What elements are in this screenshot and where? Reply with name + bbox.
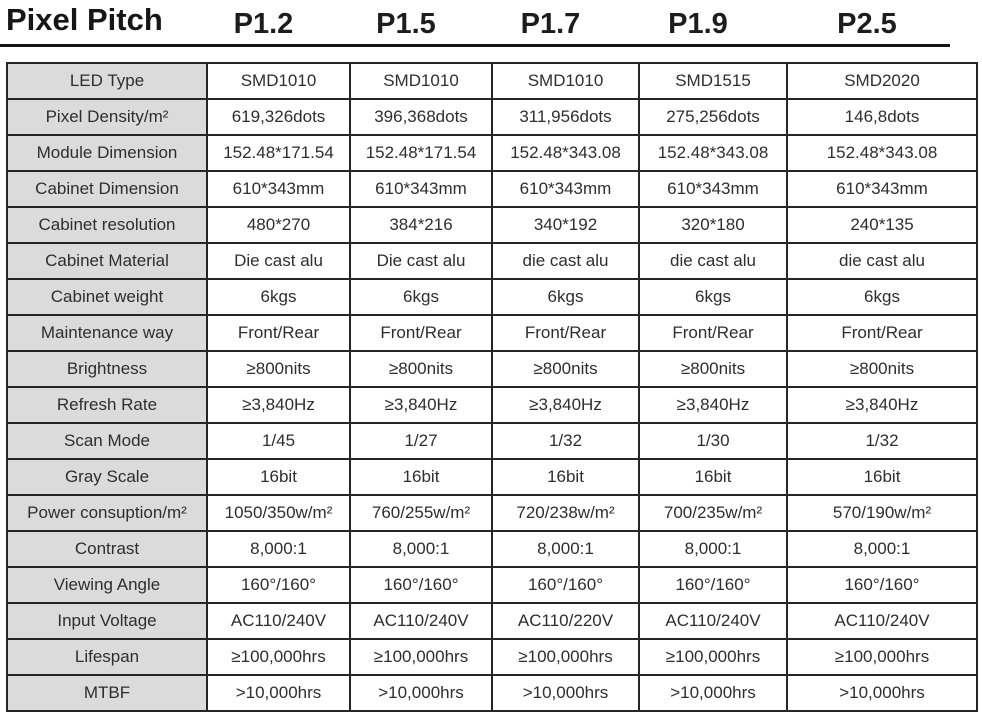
spec-cell: 1050/350w/m² [207, 495, 350, 531]
table-row [7, 459, 977, 495]
spec-cell: >10,000hrs [207, 675, 350, 711]
spec-cell: ≥100,000hrs [350, 639, 492, 675]
spec-cell: 1/32 [492, 423, 639, 459]
spec-cell: 6kgs [350, 279, 492, 315]
spec-cell: 16bit [787, 459, 977, 495]
spec-cell: 6kgs [492, 279, 639, 315]
spec-cell: 152.48*343.08 [639, 135, 787, 171]
row-label: Cabinet weight [7, 279, 207, 315]
table-row [7, 423, 977, 459]
spec-cell: 610*343mm [492, 171, 639, 207]
spec-table-body [7, 63, 977, 711]
table-row [7, 99, 977, 135]
spec-cell: 6kgs [787, 279, 977, 315]
spec-cell: ≥100,000hrs [639, 639, 787, 675]
spec-cell: SMD1010 [207, 63, 350, 99]
row-label: Refresh Rate [7, 387, 207, 423]
row-label: Input Voltage [7, 603, 207, 639]
spec-cell: 16bit [350, 459, 492, 495]
row-label: Pixel Density/m² [7, 99, 207, 135]
spec-cell: 700/235w/m² [639, 495, 787, 531]
spec-cell: 8,000:1 [207, 531, 350, 567]
spec-cell: 160°/160° [207, 567, 350, 603]
spec-cell: ≥100,000hrs [787, 639, 977, 675]
spec-cell: 152.48*343.08 [787, 135, 977, 171]
spec-cell: 610*343mm [639, 171, 787, 207]
spec-cell: AC110/240V [350, 603, 492, 639]
table-row [7, 603, 977, 639]
spec-cell: 16bit [492, 459, 639, 495]
spec-cell: Die cast alu [350, 243, 492, 279]
table-row [7, 567, 977, 603]
row-label: Contrast [7, 531, 207, 567]
table-row [7, 63, 977, 99]
row-label: Cabinet Dimension [7, 171, 207, 207]
spec-cell: 610*343mm [350, 171, 492, 207]
spec-cell: 240*135 [787, 207, 977, 243]
column-header-p1-5: P1.5 [376, 8, 436, 40]
column-header-p2-5: P2.5 [837, 8, 897, 40]
spec-cell: 152.48*343.08 [492, 135, 639, 171]
spec-cell: SMD1010 [350, 63, 492, 99]
spec-cell: ≥800nits [639, 351, 787, 387]
spec-cell: Front/Rear [207, 315, 350, 351]
table-row [7, 279, 977, 315]
spec-cell: AC110/240V [639, 603, 787, 639]
spec-cell: 16bit [639, 459, 787, 495]
spec-cell: 160°/160° [787, 567, 977, 603]
table-row [7, 639, 977, 675]
spec-cell: 760/255w/m² [350, 495, 492, 531]
spec-cell: Front/Rear [787, 315, 977, 351]
spec-cell: 311,956dots [492, 99, 639, 135]
spec-cell: >10,000hrs [492, 675, 639, 711]
spec-table [6, 62, 978, 712]
spec-cell: ≥800nits [787, 351, 977, 387]
table-row [7, 207, 977, 243]
spec-cell: die cast alu [787, 243, 977, 279]
spec-cell: 320*180 [639, 207, 787, 243]
spec-cell: die cast alu [492, 243, 639, 279]
table-row [7, 135, 977, 171]
table-row [7, 243, 977, 279]
header-underline [0, 44, 950, 47]
spec-cell: Front/Rear [639, 315, 787, 351]
spec-cell: 160°/160° [492, 567, 639, 603]
spec-cell: >10,000hrs [787, 675, 977, 711]
spec-cell: ≥3,840Hz [639, 387, 787, 423]
spec-cell: 160°/160° [350, 567, 492, 603]
row-label: Viewing Angle [7, 567, 207, 603]
table-row [7, 531, 977, 567]
spec-cell: ≥100,000hrs [207, 639, 350, 675]
spec-cell: 396,368dots [350, 99, 492, 135]
row-label: Cabinet Material [7, 243, 207, 279]
spec-cell: AC110/240V [787, 603, 977, 639]
spec-cell: 570/190w/m² [787, 495, 977, 531]
spec-cell: AC110/220V [492, 603, 639, 639]
table-row [7, 675, 977, 711]
spec-cell: Front/Rear [350, 315, 492, 351]
column-header-p1-2: P1.2 [233, 8, 294, 40]
column-headers [206, 8, 976, 41]
spec-cell: 8,000:1 [350, 531, 492, 567]
spec-cell: ≥3,840Hz [350, 387, 492, 423]
spec-cell: 480*270 [207, 207, 350, 243]
spec-cell: ≥800nits [207, 351, 350, 387]
table-row [7, 495, 977, 531]
spec-cell: 146,8dots [787, 99, 977, 135]
spec-cell: 8,000:1 [492, 531, 639, 567]
spec-cell: ≥800nits [350, 351, 492, 387]
spec-cell: die cast alu [639, 243, 787, 279]
spec-cell: 6kgs [639, 279, 787, 315]
spec-cell: ≥3,840Hz [207, 387, 350, 423]
row-label: Cabinet resolution [7, 207, 207, 243]
spec-cell: 1/30 [639, 423, 787, 459]
spec-cell: 720/238w/m² [492, 495, 639, 531]
row-label: Module Dimension [7, 135, 207, 171]
row-label: Power consuption/m² [7, 495, 207, 531]
spec-cell: SMD2020 [787, 63, 977, 99]
spec-cell: 1/32 [787, 423, 977, 459]
row-label: Gray Scale [7, 459, 207, 495]
column-header-p1-7: P1.7 [520, 8, 581, 40]
spec-cell: Front/Rear [492, 315, 639, 351]
spec-cell: 16bit [207, 459, 350, 495]
spec-cell: >10,000hrs [639, 675, 787, 711]
table-row [7, 387, 977, 423]
spec-cell: 1/45 [207, 423, 350, 459]
table-row [7, 315, 977, 351]
row-label: MTBF [7, 675, 207, 711]
spec-cell: ≥100,000hrs [492, 639, 639, 675]
row-label: LED Type [7, 63, 207, 99]
spec-cell: 275,256dots [639, 99, 787, 135]
spec-cell: 340*192 [492, 207, 639, 243]
spec-cell: 619,326dots [207, 99, 350, 135]
spec-cell: 152.48*171.54 [207, 135, 350, 171]
spec-cell: 8,000:1 [639, 531, 787, 567]
row-label: Maintenance way [7, 315, 207, 351]
spec-cell: 1/27 [350, 423, 492, 459]
spec-cell: 152.48*171.54 [350, 135, 492, 171]
row-label: Scan Mode [7, 423, 207, 459]
spec-cell: 384*216 [350, 207, 492, 243]
spec-cell: AC110/240V [207, 603, 350, 639]
table-row [7, 171, 977, 207]
page-title: Pixel Pitch [6, 2, 163, 37]
spec-cell: Die cast alu [207, 243, 350, 279]
spec-cell: 8,000:1 [787, 531, 977, 567]
spec-cell: SMD1515 [639, 63, 787, 99]
spec-cell: ≥3,840Hz [787, 387, 977, 423]
spec-cell: 610*343mm [207, 171, 350, 207]
spec-cell: 160°/160° [639, 567, 787, 603]
column-header-p1-9: P1.9 [668, 8, 728, 40]
spec-cell: SMD1010 [492, 63, 639, 99]
spec-cell: 610*343mm [787, 171, 977, 207]
table-row [7, 351, 977, 387]
spec-cell: 6kgs [207, 279, 350, 315]
spec-cell: ≥3,840Hz [492, 387, 639, 423]
table-header [0, 0, 982, 47]
spec-cell: ≥800nits [492, 351, 639, 387]
row-label: Brightness [7, 351, 207, 387]
spec-cell: >10,000hrs [350, 675, 492, 711]
row-label: Lifespan [7, 639, 207, 675]
